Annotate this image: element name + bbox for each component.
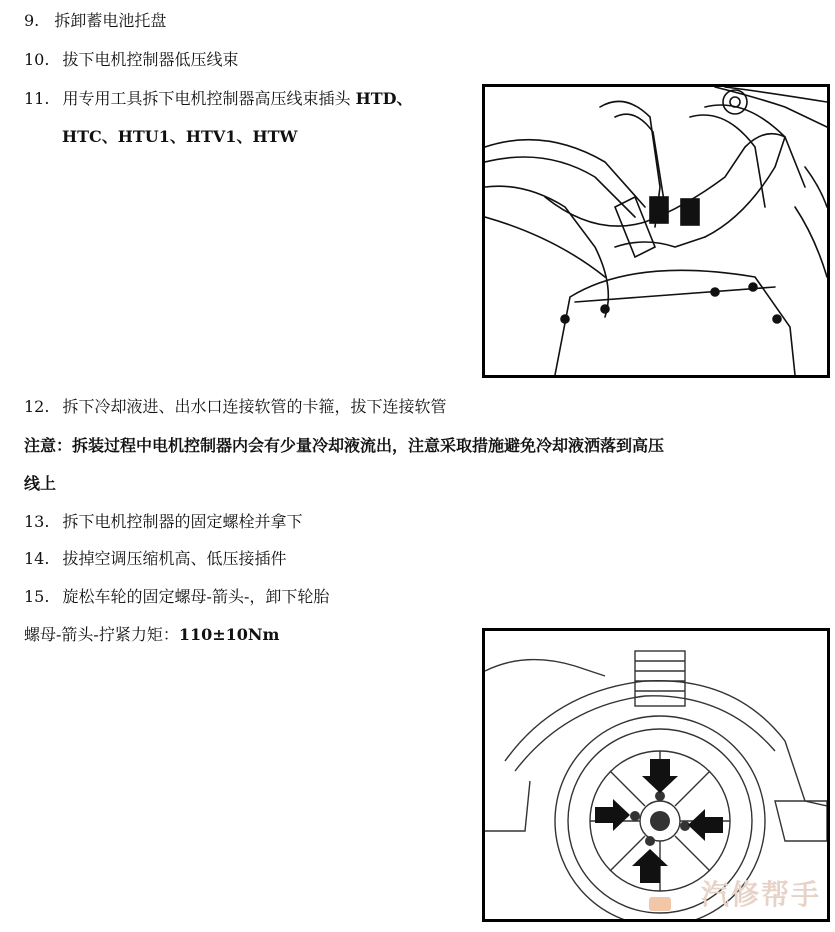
step-text: 拆卸蓄电池托盘	[54, 11, 167, 30]
step-14	[24, 549, 287, 569]
warning-note-continued: 线上	[24, 474, 57, 493]
step-11	[24, 89, 413, 109]
step-text-bold: HTD、	[355, 89, 413, 108]
step-12	[24, 397, 447, 417]
figure-wheel-nuts	[482, 628, 830, 922]
controller-illustration	[485, 87, 827, 375]
watermark-badge	[649, 897, 671, 911]
step-15	[24, 587, 329, 607]
step-number: 11.	[24, 89, 50, 108]
step-text: 旋松车轮的固定螺母-箭头-，卸下轮胎	[62, 587, 330, 606]
torque-label: 螺母-箭头-拧紧力矩：	[24, 625, 179, 644]
torque-value: 110±10Nm	[178, 625, 280, 644]
watermark: 汽修帮手	[700, 878, 821, 911]
step-number: 13.	[24, 512, 50, 531]
warning-note: 注意：拆装过程中电机控制器内会有少量冷却液流出，注意采取措施避免冷却液洒落到高压	[24, 436, 665, 455]
step-number: 14.	[24, 549, 50, 568]
step-text: 拆下冷却液进、出水口连接软管的卡箍，拔下连接软管	[62, 397, 447, 416]
step-text: 拆下电机控制器的固定螺栓并拿下	[62, 512, 303, 531]
step-number: 15.	[24, 587, 50, 606]
step-11-continued: HTC、HTU1、HTV1、HTW	[62, 127, 298, 146]
step-13	[24, 512, 303, 532]
step-text: 拔掉空调压缩机高、低压接插件	[62, 549, 287, 568]
step-10	[24, 50, 239, 70]
torque-spec	[24, 625, 279, 645]
figure-controller-connectors	[482, 84, 830, 378]
step-number: 10.	[24, 50, 50, 69]
step-text: 拔下电机控制器低压线束	[62, 50, 239, 69]
step-number: 9.	[24, 11, 40, 30]
step-9	[24, 11, 166, 31]
step-text: 用专用工具拆下电机控制器高压线束插头	[62, 89, 356, 108]
step-number: 12.	[24, 397, 50, 416]
